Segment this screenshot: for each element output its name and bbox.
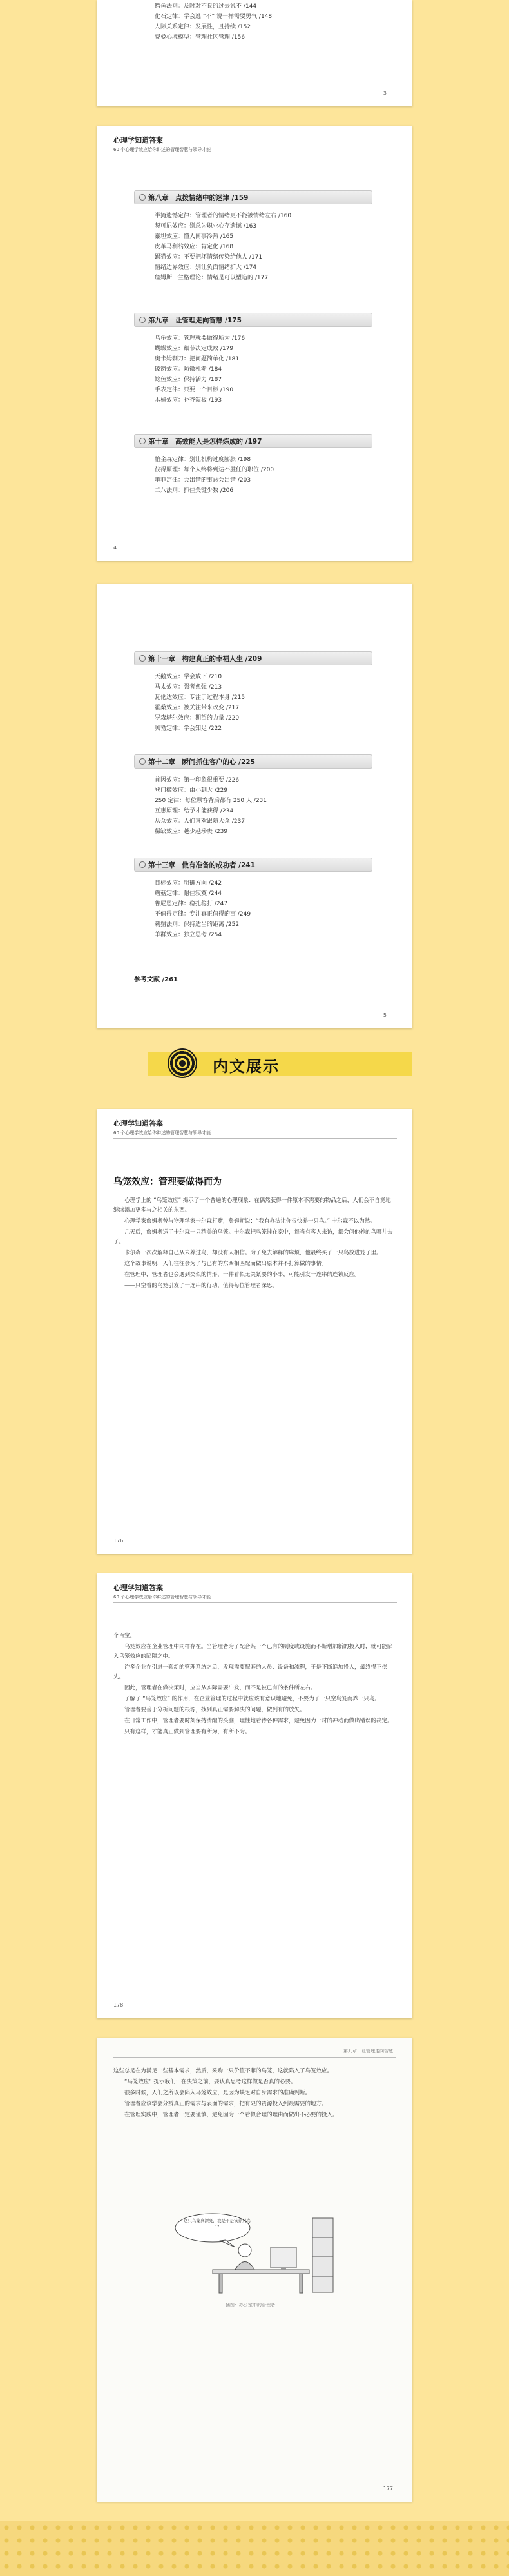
toc-item: 马太效应：强者愈强 /213 [155,684,222,691]
toc-item: 半掩遗憾定律：管理者的情绪更不能被情绪左右 /160 [155,213,292,219]
toc-item: 羊群效应：独立思考 /254 [155,932,222,938]
toc-item: 木桶效应：补齐短板 /193 [155,397,222,404]
chapter-heading [134,858,372,872]
toc-item: 皮革马利翁效应：肯定化 /168 [155,244,234,250]
paragraph: 许多企业在引进一套新的管理系统之后，发现需要配套的人员、设备和流程，于是不断追加投入，最终得不偿失。 [113,1664,388,1680]
toc-item: 鲁尼恩定律：稳扎稳打 /247 [155,901,228,907]
chapter-title: 第十三章 做有准备的成功者 /241 [148,861,255,869]
page-number: 176 [113,1538,124,1544]
chapter-heading [134,190,372,204]
monitor-stand [281,2268,286,2270]
toc-item: 情绪边界效应：别让负面情绪扩大 /174 [155,264,257,271]
page-number: 3 [383,90,387,96]
toc-list [155,672,245,734]
paragraph: 了解了 “乌笼效应” 的作用，在企业管理的过程中就应该有意识地避免，不要为了一只空鸟笼而养一只鸟。 [124,1696,380,1702]
article-title: 乌笼效应：管理要做得而为 [113,1177,222,1187]
toc-item: 墨菲定律：会出错的事总会出错 /203 [155,477,251,484]
chapter-heading [134,754,372,769]
page-number: 5 [383,1012,387,1018]
paragraph: 管理者要善于分析问题的根源，找到真正需要解决的问题，做到有的放矢。 [124,1707,305,1713]
running-head-subtitle: 60 个心理学效应给你讲述的管理智慧与领导才能 [113,147,211,152]
toc-item: 契可尼效应：别总为职业心存遗憾 /163 [155,223,257,230]
toc-list [155,211,291,283]
paragraph: ——只空着的鸟笼引发了一连串的行动，值得每位管理者深思。 [124,1283,278,1289]
computer-monitor [271,2247,296,2268]
chapter-heading [134,313,372,327]
banner-title: 内文展示 [213,1057,280,1076]
toc-item: 鲶鱼效应：保持活力 /187 [155,377,222,383]
running-head-rule [113,1602,397,1603]
toc-item: 首因效应：第一印象很重要 /226 [155,777,240,783]
running-head-title: 心理学知道答案 [113,1584,163,1592]
toc-item: 彼得原理：每个人终将到达不胜任的职位 /200 [155,467,274,473]
toc-item: 瓦伦达效应：专注于过程本身 /215 [155,694,245,701]
toc-item: 破窗效应：防微杜渐 /184 [155,366,222,373]
toc-item: 二八法则：抓住关键少数 /206 [155,487,234,494]
bullet-ring-icon [139,317,146,323]
article-page-1 [97,1109,412,1554]
paragraph: 几天后，詹姆斯送了卡尔森一只精美的鸟笼。卡尔森把鸟笼挂在家中，每当有客人来访，都会问他养的鸟哪儿去了。 [113,1229,393,1245]
toc-item: 蝴蝶效应：细节决定成败 /179 [155,346,234,352]
illustration-caption: 插图：办公室中的管理者 [226,2303,275,2308]
references-entry: 参考文献 /261 [134,976,178,983]
toc-page-2 [97,126,412,561]
toc-item: 费曼心境模型：管理社区管理 /156 [155,34,245,41]
desk-leg [219,2274,222,2293]
toc-list [155,775,267,837]
paragraph: 这些总是在为满足一些基本需求，然后，采购一只价值不菲的鸟笼，这就陷入了乌笼效应。 [113,2068,333,2074]
article-body [113,1631,396,1738]
chapter-title: 第八章 点拨情绪中的迷津 /159 [148,194,249,202]
toc-item: 250 定律：每位顾客背后都有 250 人 /231 [155,798,267,804]
running-head [113,1582,397,1603]
toc-item: 詹姆斯一兰格理论：情绪是可以塑造的 /177 [155,275,269,281]
paragraph: 在管理中，管理者也会遇到类似的情形，一件看似无关紧要的小事，可能引发一连串的连锁反应。 [124,1272,360,1278]
page-number: 178 [113,2002,124,2008]
toc-item: 帕金森定律：别让机构过度膨胀 /198 [155,457,251,463]
article-body [113,1196,396,1292]
chapter-title: 第十章 高效能人是怎样炼成的 /197 [148,438,262,446]
toc-list [155,455,274,496]
toc-item: 踢猫效应：不要把坏情绪传染给他人 /171 [155,254,263,261]
toc-item: 鳄鱼法则：及时对不良的过去说不 /144 [155,3,257,10]
person-body [235,2262,254,2270]
paragraph: 这个故事说明，人们往往会为了与已有的东西相匹配而做出原本并不打算做的事情。 [124,1261,327,1267]
toc-page-3 [97,584,412,1028]
toc-page-top [97,0,412,106]
paragraph: 乌笼效应在企业管理中同样存在。当管理者为了配合某一个已有的制度或设施而不断增加新的投入时，就可能陷入乌笼效应的陷阱之中。 [113,1644,393,1660]
running-head-rule [113,1138,397,1139]
running-head [113,135,397,155]
toc-item: 目标效应：明确方向 /242 [155,880,222,887]
bullet-ring-icon [139,861,146,868]
toc-item: 霍桑效应：被关注带来改变 /217 [155,705,240,711]
toc-item: 手表定律：只要一个目标 /190 [155,387,234,393]
toc-item: 登门槛效应：由小到大 /229 [155,787,228,794]
toc-item: 贝勃定律：学会知足 /222 [155,725,222,732]
paragraph: 只有这样，才能真正做到管理要有所为，有所不为。 [124,1729,251,1735]
footer-texture [0,2521,509,2576]
paragraph: 很多时候，人们之所以会陷入乌笼效应，是因为缺乏对自身需求的准确判断。 [124,2090,311,2096]
paragraph: 在管理实践中，管理者一定要谨慎，避免因为一个看似合理的理由而做出不必要的投入。 [124,2112,338,2118]
running-head-subtitle: 60 个心理学效应给你讲述的管理智慧与领导才能 [113,1130,211,1136]
toc-item: 蘑菇定律：耐住寂寞 /244 [155,890,222,897]
toc-list [155,878,251,940]
toc-item: 互惠原理：给予才能获得 /234 [155,808,234,814]
toc-item: 天鹅效应：学会放下 /210 [155,674,222,680]
paragraph: 心理学上的 “乌笼效应” 揭示了一个普遍的心理现象：在偶然获得一件原本不需要的物品之后，人们会不自觉地继续添加更多与之相关的东西。 [113,1197,391,1214]
running-head-subtitle: 60 个心理学效应给你讲述的管理智慧与领导才能 [113,1595,211,1600]
speech-bubble-text: 这只鸟笼真漂亮，我是不是该养只鸟了？ [184,2218,251,2229]
running-head-title: 心理学知道答案 [113,136,163,144]
article-body [113,2067,396,2121]
toc-item: 人际关系定律：发展性，且持续 /152 [155,24,251,30]
paragraph: 因此，管理者在做决策时，应当从实际需要出发，而不是被已有的条件所左右。 [124,1685,316,1691]
chapter-running-head: 第九章 让管理走向智慧 [343,2049,393,2054]
paragraph: 个百宝。 [113,1633,136,1639]
toc-item: 泰坦效应：懂人间事冷热 /165 [155,233,234,240]
chapter-title: 第十一章 构建真正的幸福人生 /209 [148,655,262,663]
chapter-title: 第九章 让管理走向智慧 /175 [148,317,242,324]
page-number: 177 [383,2486,393,2492]
chapter-heading [134,434,372,448]
bullet-ring-icon [139,655,146,662]
paragraph: 管理者应该学会分辨真正的需求与表面的需求，把有限的资源投入到最需要的地方。 [124,2101,327,2107]
toc-item: 罗森塔尔效应：期望的力量 /220 [155,715,240,722]
chapter-heading [134,651,372,665]
chapter-title: 第十二章 瞬间抓住客户的心 /225 [148,758,255,766]
article-page-3 [97,2038,412,2502]
running-head-rule [113,2057,396,2058]
toc-item: 化石定律：学会逃 “不” 说一样需要勇气 /148 [155,14,273,20]
toc-list [155,1,272,43]
paragraph: 卡尔森一次次解释自己从未养过鸟，却没有人相信。为了免去解释的麻烦，他最终买了一只鸟放进笼子里。 [124,1250,382,1256]
target-circle-icon [168,1048,197,1078]
paragraph: 心理学家詹姆斯曾与物理学家卡尔森打赌，詹姆斯说：“我有办法让你很快养一只鸟。” 卡尔森不以为然。 [124,1218,376,1224]
toc-item: 乌龟效应：管理就要做得所为 /176 [155,335,245,342]
desk [213,2270,309,2274]
running-head [113,1118,397,1139]
toc-item: 从众效应：人们喜欢跟随大众 /237 [155,818,245,825]
toc-item: 稀缺效应：越少越珍贵 /239 [155,829,228,835]
page-number: 4 [113,545,117,551]
bullet-ring-icon [139,194,146,201]
bullet-ring-icon [139,758,146,765]
bookshelf [312,2218,333,2292]
article-page-2 [97,1573,412,2018]
paragraph: “乌笼效应” 提示我们：在决策之前，要认真思考这样做是否真的必要。 [124,2079,296,2085]
bullet-ring-icon [139,438,146,444]
running-head-title: 心理学知道答案 [113,1119,163,1128]
toc-list [155,333,245,406]
desk-leg [300,2274,303,2293]
toc-item: 奥卡姆剃刀：把问题简单化 /181 [155,356,240,362]
toc-item: 不值得定律：专注真正值得的事 /249 [155,911,251,918]
paragraph: 在日常工作中，管理者要时刻保持清醒的头脑，理性地看待各种需求，避免因为一时的冲动而做出错误的决定。 [124,1718,393,1724]
person-head [238,2244,251,2257]
toc-item: 刺猬法则：保持适当的距离 /252 [155,921,240,928]
section-banner [97,1045,412,1083]
